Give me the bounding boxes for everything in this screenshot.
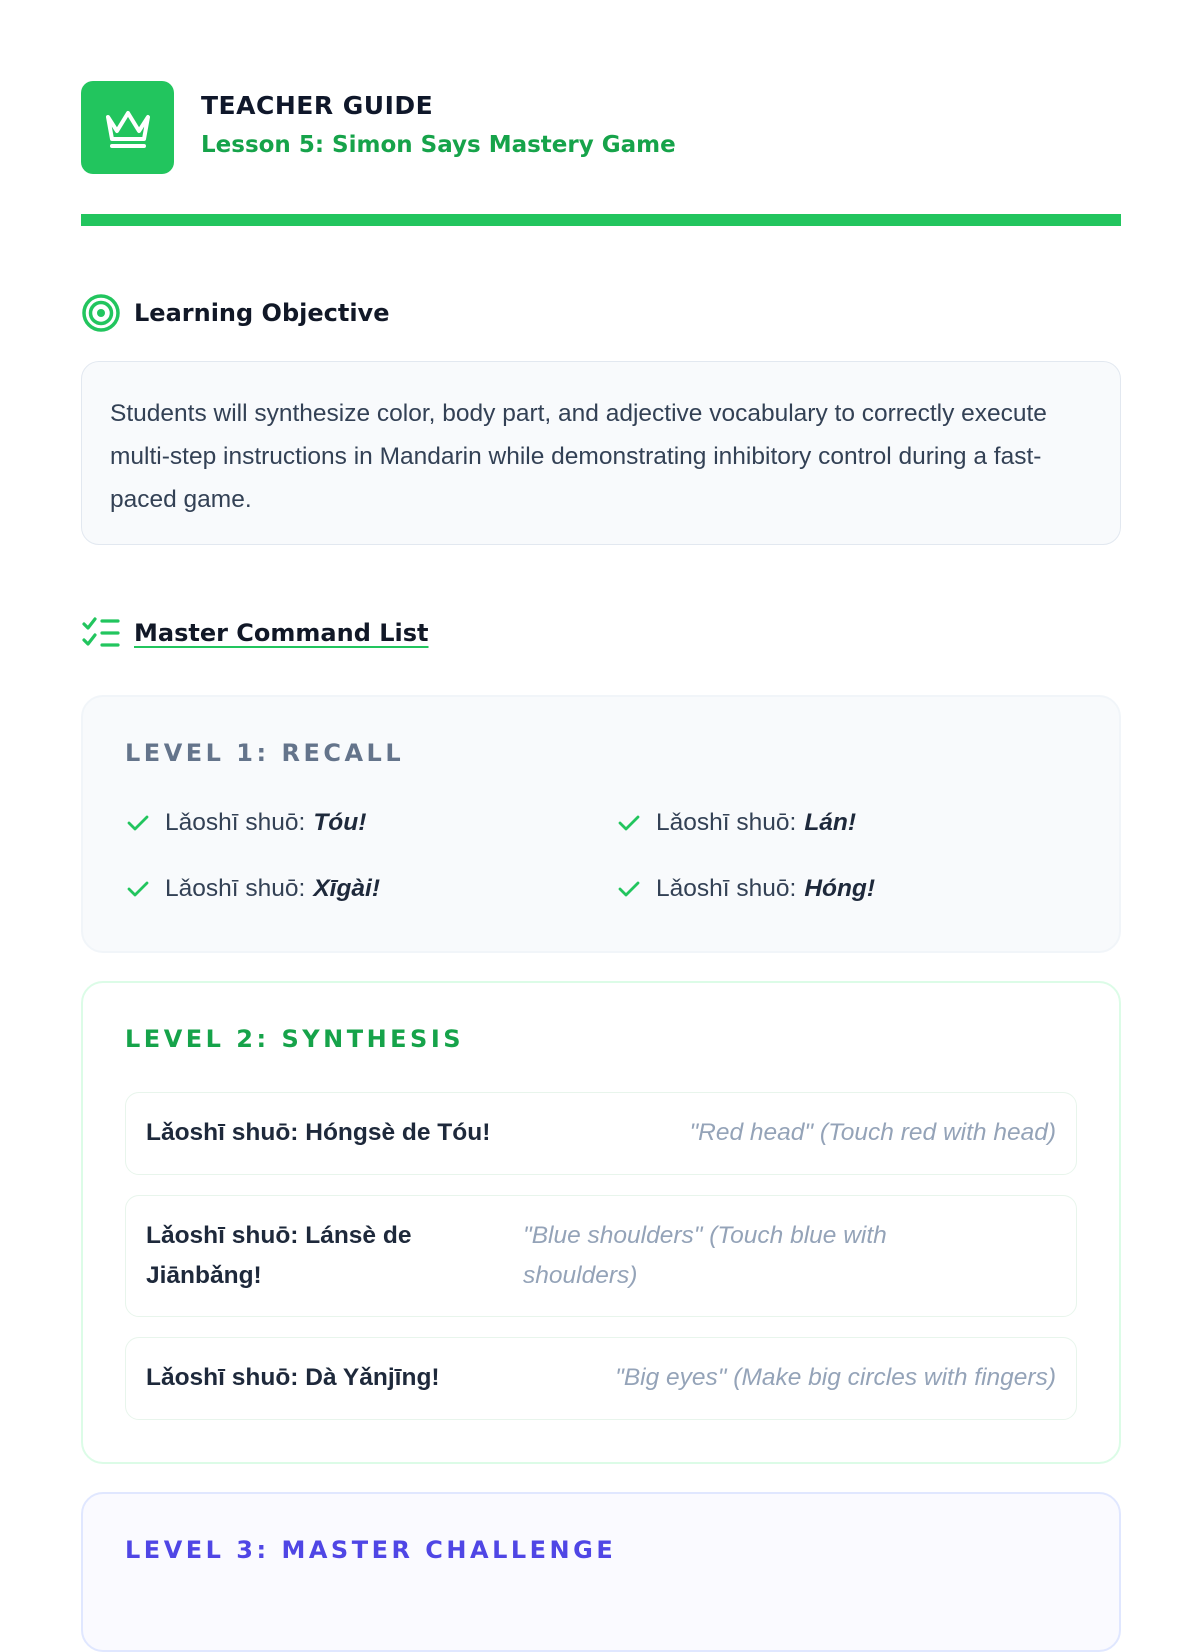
level-2-card	[81, 981, 1121, 1464]
recall-prefix: Lǎoshī shuō:	[165, 875, 306, 902]
synthesis-command: Lǎoshī shuō: Lánsè de Jiānbǎng!	[146, 1222, 412, 1289]
synthesis-command: Lǎoshī shuō: Dà Yǎnjīng!	[146, 1364, 440, 1391]
list-item	[125, 1195, 1077, 1317]
list-item	[616, 809, 856, 837]
command-list-heading	[81, 613, 429, 653]
check-icon	[125, 810, 151, 836]
list-item	[125, 875, 380, 903]
command-list-heading-label[interactable]: Master Command List	[134, 619, 429, 647]
list-item	[125, 1337, 1077, 1420]
recall-prefix: Lǎoshī shuō:	[656, 875, 797, 902]
level-3-title: LEVEL 3: MASTER CHALLENGE	[125, 1536, 617, 1564]
checklist-icon	[81, 613, 121, 653]
recall-word: Xīgài!	[313, 875, 381, 902]
recall-prefix: Lǎoshī shuō:	[165, 809, 306, 836]
check-icon	[125, 876, 151, 902]
list-item	[125, 809, 366, 837]
objective-heading-label: Learning Objective	[134, 299, 390, 327]
recall-word: Lán!	[804, 809, 857, 836]
list-item	[125, 1092, 1077, 1175]
recall-word: Tóu!	[313, 809, 367, 836]
recall-word: Hóng!	[804, 875, 876, 902]
level-1-card	[81, 695, 1121, 953]
header	[81, 81, 1121, 174]
crown-icon	[81, 81, 174, 174]
synthesis-translation: "Blue shoulders" (Touch blue with shoulders)	[523, 1222, 887, 1289]
level-1-title: LEVEL 1: RECALL	[125, 739, 405, 767]
target-icon	[81, 293, 121, 333]
check-icon	[616, 876, 642, 902]
check-icon	[616, 810, 642, 836]
header-divider	[81, 214, 1121, 226]
level-3-card	[81, 1492, 1121, 1652]
lesson-subtitle: Lesson 5: Simon Says Mastery Game	[201, 132, 676, 158]
synthesis-translation: "Red head" (Touch red with head)	[689, 1119, 1056, 1146]
objective-heading	[81, 293, 389, 333]
objective-text: Students will synthesize color, body part, and adjective vocabulary to correctly execute multi-step instructions in Mandarin while demonstrating inhibitory control during a fast-paced game.	[81, 361, 1121, 545]
list-item	[616, 875, 875, 903]
synthesis-command: Lǎoshī shuō: Hóngsè de Tóu!	[146, 1119, 491, 1146]
page-title: TEACHER GUIDE	[201, 91, 434, 120]
recall-prefix: Lǎoshī shuō:	[656, 809, 797, 836]
level-2-title: LEVEL 2: SYNTHESIS	[125, 1025, 465, 1053]
synthesis-translation: "Big eyes" (Make big circles with fingers)	[615, 1364, 1056, 1391]
